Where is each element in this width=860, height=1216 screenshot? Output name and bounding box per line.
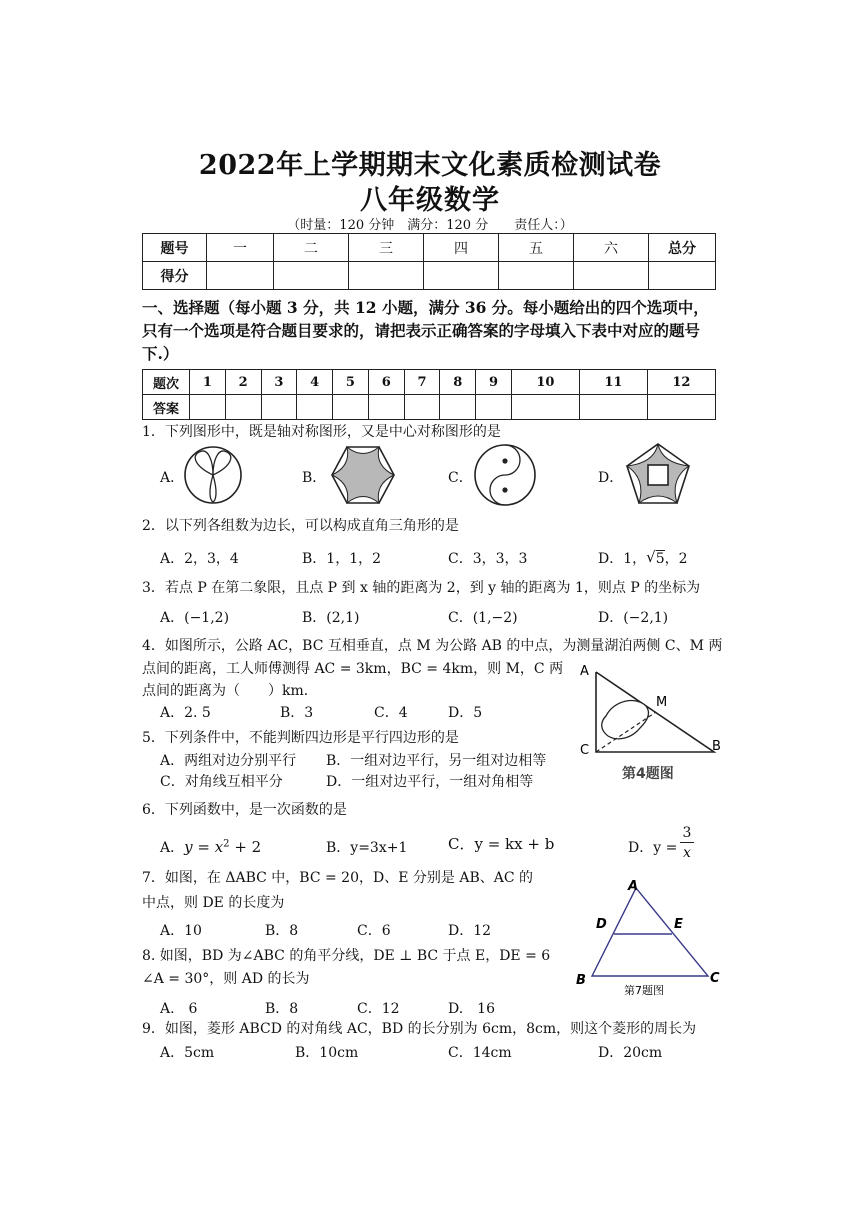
score-blank[interactable] [574, 262, 649, 290]
score-cell: 四 [424, 234, 499, 262]
q1-stem: 1．下列图形中，既是轴对称图形，又是中心对称图形的是 [142, 424, 501, 440]
answer-blank[interactable] [579, 395, 647, 420]
q7-line2: 中点，则 DE 的长度为 [142, 895, 285, 911]
answer-number: 1 [190, 370, 226, 395]
answer-table-header-row [143, 370, 716, 395]
answer-blank[interactable] [190, 395, 226, 420]
answer-table-answer-row [143, 395, 716, 420]
score-table [142, 233, 716, 290]
score-cell: 五 [499, 234, 574, 262]
answer-number: 11 [579, 370, 647, 395]
q2-option-d-radicand: 5 [655, 551, 665, 567]
q4-line1: 4．如图所示，公路 AC，BC 互相垂直，点 M 为公路 AB 的中点，为测量湖泊两侧 C、M 两 [142, 638, 723, 654]
exam-meta: （时量：120 分钟 满分：120 分 责任人：） [287, 218, 573, 233]
q7-label-a: A [628, 879, 639, 894]
q4-line3: 点间的距离为（ ）km． [142, 683, 318, 699]
q1-option-c: C． [448, 470, 473, 486]
q1-figure-b-icon [331, 446, 395, 504]
q7-label-d: D [596, 917, 607, 932]
q4-label-c: C [580, 743, 590, 758]
answer-blank[interactable] [511, 395, 579, 420]
score-blank[interactable] [424, 262, 499, 290]
q7-option-a: A．10 [160, 923, 202, 939]
q7-label-e: E [674, 917, 683, 932]
q8-option-d: D. 16 [448, 1001, 495, 1017]
score-blank[interactable] [274, 262, 349, 290]
q8-line1: 8. 如图，BD 为∠ABC 的角平分线，DE ⊥ BC 于点 E，DE = 6 [142, 948, 551, 964]
answer-cell: 答案 [143, 395, 190, 420]
score-cell: 三 [349, 234, 424, 262]
q9-option-b: B．10cm [295, 1045, 359, 1061]
q7-figure [574, 878, 724, 1000]
score-blank[interactable] [649, 262, 716, 290]
answer-blank[interactable] [333, 395, 369, 420]
q8-option-c: C．12 [357, 1001, 400, 1017]
q3-option-c: C．(1,−2) [448, 610, 518, 626]
answer-number: 10 [511, 370, 579, 395]
q1-figure-c-icon [474, 444, 536, 506]
answer-blank[interactable] [476, 395, 512, 420]
q6-option-d-fraction [680, 824, 694, 863]
q3-option-d: D．(−2,1) [598, 610, 669, 626]
q7-option-d: D．12 [448, 923, 492, 939]
q4-label-m: M [656, 695, 668, 710]
answer-number: 4 [297, 370, 333, 395]
q7-label-b: B [576, 973, 586, 988]
q6-option-a [160, 837, 261, 857]
q6-option-d: D．y = [628, 840, 678, 856]
q4-figure [574, 662, 726, 786]
q1-figure-a-icon [184, 446, 242, 504]
q2-option-d [598, 548, 688, 568]
q5-option-d: D．一组对边平行，一组对角相等 [326, 774, 534, 790]
q6-option-a-tail: + 2 [229, 838, 262, 856]
q7-option-c: C．6 [357, 923, 391, 939]
q9-stem: 9．如图，菱形 ABCD 的对角线 AC，BD 的长分别为 6cm，8cm，则这个菱形的周长为 [142, 1021, 697, 1037]
exam-subtitle: 八年级数学 [360, 185, 500, 216]
score-cell: 得分 [143, 262, 207, 290]
q3-stem: 3．若点 P 在第二象限，且点 P 到 x 轴的距离为 2，到 y 轴的距离为 1，则点 P 的坐标为 [142, 580, 701, 596]
score-table-score-row [143, 262, 716, 290]
q5-option-c: C．对角线互相平分 [160, 774, 283, 790]
q1-option-a: A． [160, 470, 185, 486]
q7-option-b: B．8 [265, 923, 299, 939]
q6-stem: 6．下列函数中，是一次函数的是 [142, 802, 347, 818]
q8-option-a: A. 6 [160, 1001, 198, 1017]
q3-option-a: A．(−1,2) [160, 610, 230, 626]
q4-option-a: A．2. 5 [160, 705, 211, 721]
q4-label-b: B [712, 739, 721, 754]
answer-number: 9 [476, 370, 512, 395]
q9-option-d: D．20cm [598, 1045, 663, 1061]
answer-cell: 题次 [143, 370, 190, 395]
answer-table [142, 369, 716, 420]
q6-option-a-expr: y = x [184, 838, 224, 856]
score-cell: 六 [574, 234, 649, 262]
q2-option-b: B．1，1，2 [302, 551, 382, 567]
q5-option-a: A．两组对边分别平行 [160, 753, 297, 769]
q5-stem: 5．下列条件中，不能判断四边形是平行四边形的是 [142, 730, 459, 746]
q9-option-c: C．14cm [448, 1045, 512, 1061]
section-heading: 一、选择题（每小题 3 分，共 12 小题，满分 36 分。每小题给出的四个选项中，只有一个选项是符合题目要求的，请把表示正确答案的字母填入下表中对应的题号下.） [142, 298, 709, 363]
score-cell: 总分 [649, 234, 716, 262]
answer-number: 7 [404, 370, 440, 395]
q1-figure-d-icon [626, 443, 690, 505]
answer-blank[interactable] [261, 395, 297, 420]
q2-option-d-prefix: D．1， [598, 551, 647, 567]
q4-label-a: A [580, 664, 589, 679]
q3-option-b: B．(2,1) [302, 610, 360, 626]
q7-label-c: C [710, 971, 720, 986]
q8-line2: ∠A = 30°，则 AD 的长为 [142, 971, 310, 987]
q4-option-b: B．3 [280, 705, 314, 721]
q6-option-b: B．y=3x+1 [326, 840, 408, 856]
q1-option-b: B． [302, 470, 327, 486]
sqrt-icon: √ [646, 548, 656, 566]
answer-blank[interactable] [647, 395, 715, 420]
q6-option-c: C．y = kx + b [448, 835, 555, 853]
answer-number: 3 [261, 370, 297, 395]
q8-option-b: B．8 [265, 1001, 299, 1017]
answer-blank[interactable] [225, 395, 261, 420]
answer-blank[interactable] [440, 395, 476, 420]
score-blank[interactable] [207, 262, 274, 290]
q6-option-a-exponent: 2 [223, 838, 230, 850]
score-cell: 一 [207, 234, 274, 262]
q2-stem: 2．以下列各组数为边长，可以构成直角三角形的是 [142, 518, 459, 534]
answer-blank[interactable] [368, 395, 404, 420]
q6-option-d-denominator: x [683, 845, 691, 861]
q5-option-b: B．一组对边平行，另一组对边相等 [326, 753, 547, 769]
q4-option-c: C．4 [374, 705, 408, 721]
score-blank[interactable] [349, 262, 424, 290]
q7-line1: 7．如图，在 ΔABC 中，BC = 20，D、E 分别是 AB、AC 的 [142, 870, 534, 886]
q1-option-d: D． [598, 470, 624, 486]
q2-option-c: C．3，3，3 [448, 551, 528, 567]
answer-number: 6 [368, 370, 404, 395]
q4-line2: 点间的距离，工人师傅测得 AC = 3km，BC = 4km，则 M，C 两 [142, 661, 564, 677]
answer-number: 5 [333, 370, 369, 395]
answer-number: 2 [225, 370, 261, 395]
score-cell: 二 [274, 234, 349, 262]
answer-blank[interactable] [297, 395, 333, 420]
score-table-header-row [143, 234, 716, 262]
score-blank[interactable] [499, 262, 574, 290]
q6-option-d-numerator: 3 [680, 824, 694, 843]
answer-number: 8 [440, 370, 476, 395]
q4-caption: 第4题图 [622, 766, 674, 782]
score-cell: 题号 [143, 234, 207, 262]
q2-option-d-suffix: ，2 [664, 551, 688, 567]
exam-title: 2022年上学期期末文化素质检测试卷 [198, 150, 662, 181]
q4-option-d: D．5 [448, 705, 483, 721]
q2-option-a: A．2，3，4 [160, 551, 239, 567]
answer-number: 12 [647, 370, 715, 395]
q9-option-a: A．5cm [160, 1045, 215, 1061]
q7-caption: 第7题图 [624, 984, 664, 997]
answer-blank[interactable] [404, 395, 440, 420]
q6-option-a-prefix: A． [160, 840, 185, 856]
